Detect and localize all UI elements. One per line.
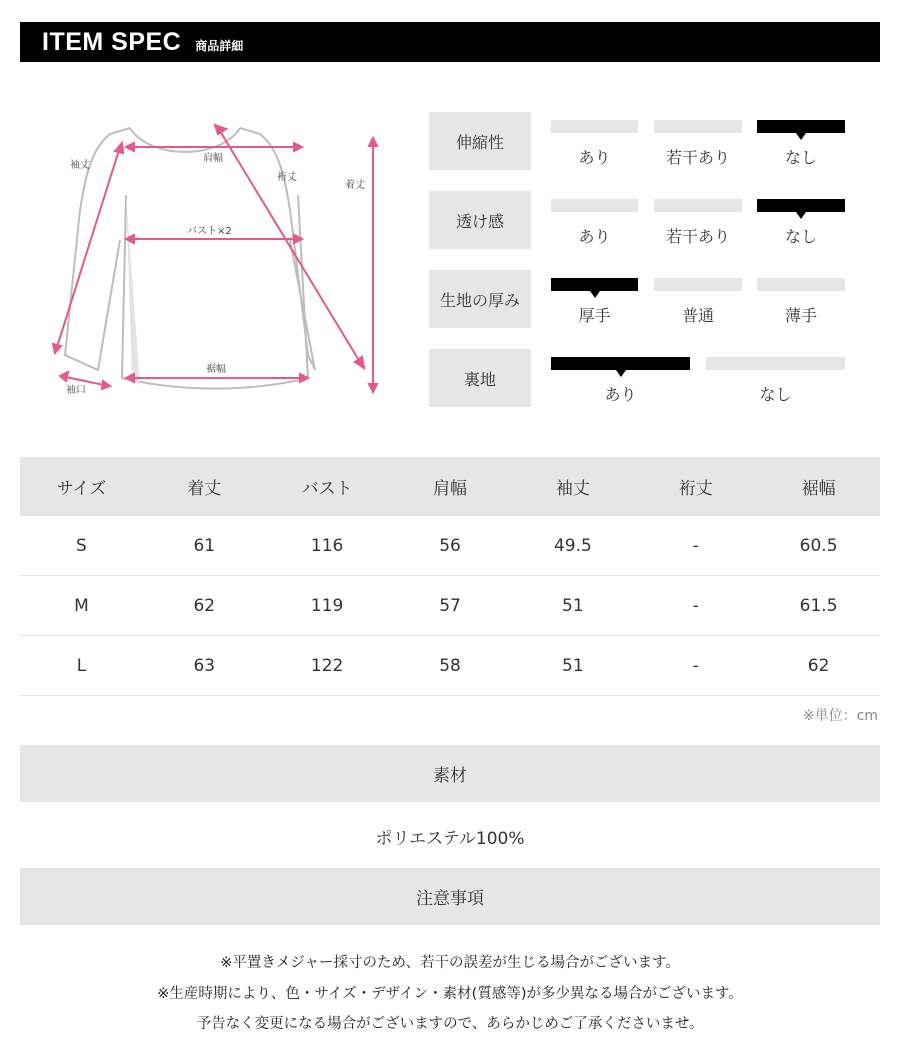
size-table-header [20, 457, 880, 516]
attr-label: 裏地 [429, 349, 531, 407]
column-header: バスト [301, 479, 353, 499]
attr-option: 普通 [654, 278, 742, 328]
label-yuki: 裄丈 [277, 172, 297, 183]
notes-heading: 注意事項 [20, 868, 880, 925]
table-cell: 62 [193, 595, 216, 616]
attr-row-transparency [429, 191, 881, 249]
table-cell: M [74, 595, 89, 616]
column-header: 着丈 [187, 479, 222, 499]
attr-label: 生地の厚み [429, 270, 531, 328]
table-row [20, 576, 880, 636]
table-cell: 51 [562, 655, 584, 676]
column-header: 袖丈 [555, 479, 590, 499]
table-cell: 122 [310, 655, 344, 676]
note-line: 予告なく変更になる場合がございますので、あらかじめご了承くださいませ。 [196, 1016, 704, 1032]
table-cell: - [692, 655, 699, 676]
column-header: 裾幅 [801, 479, 836, 499]
header-subtitle: 商品詳細 [195, 38, 244, 53]
column-header: サイズ [56, 479, 107, 499]
material-heading: 素材 [20, 745, 880, 802]
attr-option-selected: あり [551, 357, 690, 407]
table-cell: L [76, 655, 87, 676]
table-cell: 63 [193, 655, 216, 676]
attr-option: あり [551, 199, 638, 249]
table-row [20, 636, 880, 696]
table-cell: 119 [310, 595, 344, 616]
table-cell: 62 [807, 655, 830, 676]
unit-note: ※単位：cm [802, 708, 878, 724]
table-cell: S [76, 535, 87, 556]
size-table [20, 457, 880, 696]
material-value: ポリエステル100% [375, 829, 525, 849]
column-header: 肩幅 [433, 479, 467, 499]
attr-row-lining [429, 349, 881, 407]
table-cell: 51 [562, 595, 584, 616]
label-shoulder-width: 肩幅 [203, 153, 223, 164]
note-line: ※生産時期により、色・サイズ・デザイン・素材(質感等)が多少異なる場合がございます。 [157, 986, 743, 1002]
label-hem-width: 裾幅 [206, 364, 226, 375]
table-cell: - [692, 595, 699, 616]
attr-option-selected: 厚手 [551, 278, 638, 328]
label-length: 着丈 [345, 180, 365, 191]
item-spec-header [20, 22, 880, 62]
attr-label: 透け感 [429, 191, 531, 249]
attr-row-stretch [429, 112, 881, 170]
garment-diagram [40, 100, 400, 420]
label-cuff: 袖口 [66, 385, 86, 396]
attr-label: 伸縮性 [429, 112, 531, 170]
table-cell: 60.5 [799, 535, 838, 556]
header-title: ITEM SPEC [42, 27, 182, 56]
column-header: 裄丈 [678, 479, 713, 499]
table-cell: - [692, 535, 699, 556]
table-cell: 61 [193, 535, 216, 556]
table-cell: 58 [439, 655, 461, 676]
table-cell: 57 [439, 595, 461, 616]
attr-option: 若干あり [654, 120, 742, 170]
attr-option: 若干あり [654, 199, 742, 249]
table-row [20, 516, 880, 576]
table-cell: 116 [310, 535, 344, 556]
table-cell: 61.5 [799, 595, 838, 616]
label-bust: バスト×2 [187, 226, 232, 237]
attr-option: 薄手 [757, 278, 845, 328]
label-sleeve-length: 袖丈 [70, 160, 90, 171]
attr-option-selected: なし [757, 120, 845, 170]
attr-option: あり [551, 120, 638, 170]
attr-row-thickness [429, 270, 881, 328]
attr-option: なし [706, 357, 845, 407]
table-cell: 49.5 [553, 535, 592, 556]
note-line: ※平置きメジャー採寸のため、若干の誤差が生じる場合がございます。 [220, 955, 680, 971]
table-cell: 56 [439, 535, 461, 556]
attr-option-selected: なし [757, 199, 845, 249]
